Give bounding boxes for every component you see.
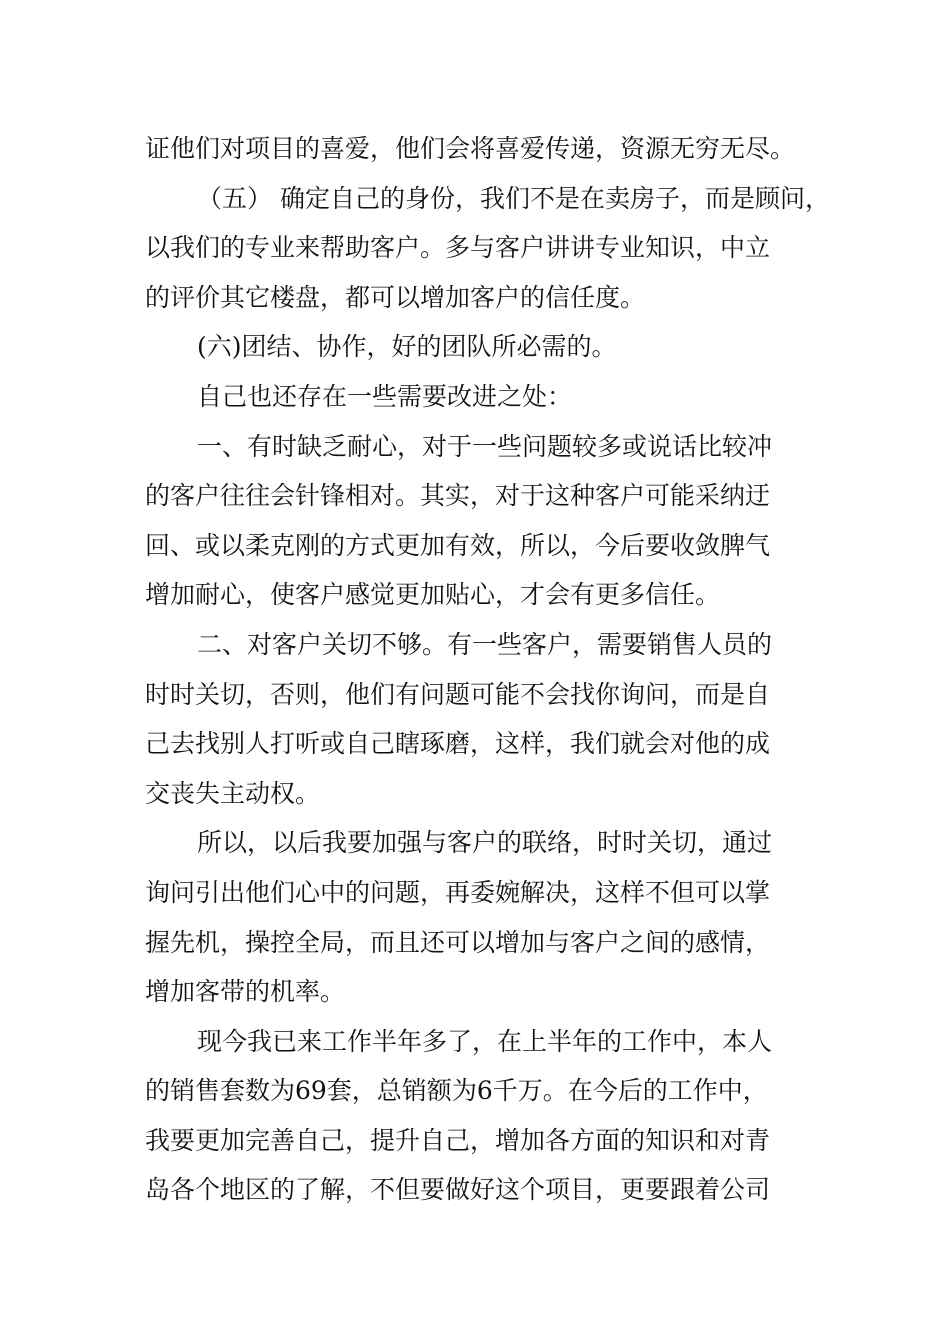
text-line: 回、或以柔克刚的方式更加有效，所以，今后要收敛脾气 [145,530,771,560]
text-line: (六)团结、协作，好的团队所必需的。 [197,332,617,362]
text-line: 交丧失主动权。 [145,778,321,808]
text-line: 增加耐心，使客户感觉更加贴心，才会有更多信任。 [145,580,721,610]
text-line: 增加客带的机率。 [145,977,346,1007]
text-line: 的销售套数为69套，总销额为6千万。在今后的工作中， [145,1076,768,1106]
text-line: 二、对客户关切不够。有一些客户，需要销售人员的 [197,629,773,659]
text-line: 所以，以后我要加强与客户的联络，时时关切，通过 [197,828,773,858]
text-line: 证他们对项目的喜爱，他们会将喜爱传递，资源无穷无尽。 [145,134,796,163]
document-body [145,124,830,1215]
text-line: （五） 确定自己的身份，我们不是在卖房子，而是顾问， [197,183,830,213]
text-line: 自己也还存在一些需要改进之处： [197,381,573,411]
text-line: 现今我已来工作半年多了，在上半年的工作中，本人 [197,1026,773,1056]
text-line: 的客户往往会针锋相对。其实，对于这种客户可能采纳迂 [145,481,771,511]
text-line: 询问引出他们心中的问题，再委婉解决，这样不但可以掌 [145,877,771,907]
text-line: 己去找别人打听或自己瞎琢磨，这样，我们就会对他的成 [145,729,771,759]
text-line: 的评价其它楼盘，都可以增加客户的信任度。 [145,282,646,312]
text-line: 我要更加完善自己，提升自己，增加各方面的知识和对青 [145,1125,771,1155]
text-line: 以我们的专业来帮助客户。多与客户讲讲专业知识，中立 [145,233,771,263]
text-line: 岛各个地区的了解，不但要做好这个项目，更要跟着公司 [145,1175,771,1205]
text-line: 时时关切，否则，他们有问题可能不会找你询问，而是自 [145,679,771,709]
text-line: 握先机，操控全局，而且还可以增加与客户之间的感情， [145,927,771,957]
text-line: 一、有时缺乏耐心，对于一些问题较多或说话比较冲 [197,431,773,461]
